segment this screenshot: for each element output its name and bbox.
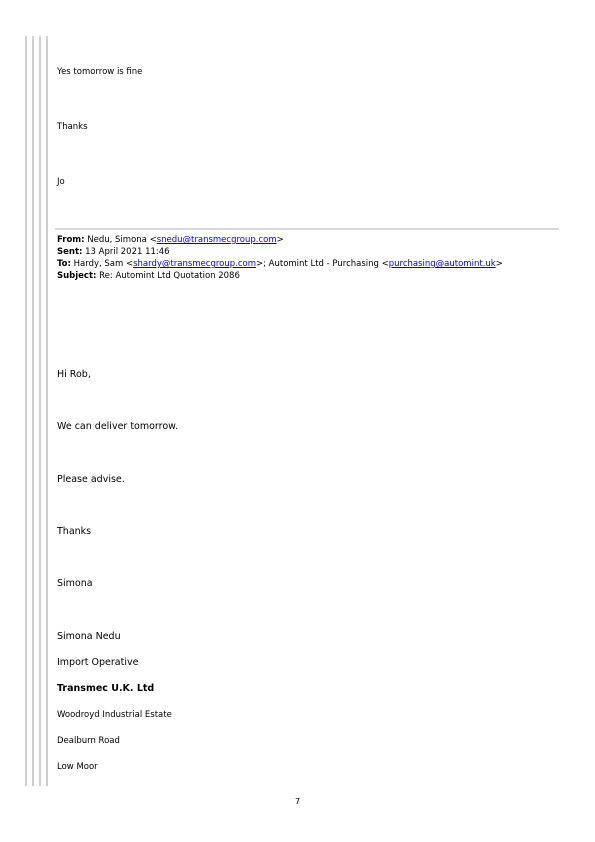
from-email-link[interactable]: snedu@transmecgroup.com — [156, 235, 277, 245]
signature-address-1: Woodroyd Industrial Estate — [57, 710, 172, 720]
reply-line-3: Jo — [57, 177, 65, 187]
signature-company: Transmec U.K. Ltd — [57, 683, 155, 694]
to-row — [57, 258, 503, 270]
signature-address-2: Dealburn Road — [57, 736, 120, 746]
body-line-2: Please advise. — [57, 474, 125, 485]
signature-role: Import Operative — [57, 657, 139, 668]
from-end: > — [276, 235, 284, 245]
to-end: > — [495, 259, 503, 269]
sent-value: 13 April 2021 11:46 — [85, 247, 170, 257]
quote-bar-1 — [25, 36, 27, 786]
body-thanks: Thanks — [57, 526, 92, 537]
sent-label: Sent: — [57, 247, 83, 257]
to-label: To: — [57, 259, 71, 269]
subject-value: Re: Automint Ltd Quotation 2086 — [99, 271, 240, 281]
signature-name: Simona Nedu — [57, 631, 121, 642]
from-name: Nedu, Simona < — [87, 235, 157, 245]
quote-bar-4 — [46, 36, 48, 786]
quote-bar-3 — [39, 36, 41, 786]
to-mid: >; Automint Ltd - Purchasing < — [255, 259, 389, 269]
to-email-link-1[interactable]: shardy@transmecgroup.com — [133, 259, 256, 269]
signature-address-3: Low Moor — [57, 762, 98, 772]
to-name-1: Hardy, Sam < — [73, 259, 134, 269]
from-row — [57, 234, 503, 246]
email-header — [57, 234, 503, 282]
subject-row — [57, 270, 503, 282]
to-email-link-2[interactable]: purchasing@automint.uk — [388, 259, 496, 269]
page-number: 7 — [294, 797, 301, 806]
sent-row — [57, 246, 503, 258]
reply-line-2: Thanks — [57, 122, 88, 132]
header-divider — [55, 228, 559, 230]
body-line-1: We can deliver tomorrow. — [57, 421, 179, 432]
quote-bar-2 — [32, 36, 34, 786]
greeting: Hi Rob, — [57, 369, 91, 380]
from-label: From: — [57, 235, 85, 245]
subject-label: Subject: — [57, 271, 97, 281]
body-name: Simona — [57, 578, 93, 589]
reply-line-1: Yes tomorrow is fine — [57, 67, 143, 77]
